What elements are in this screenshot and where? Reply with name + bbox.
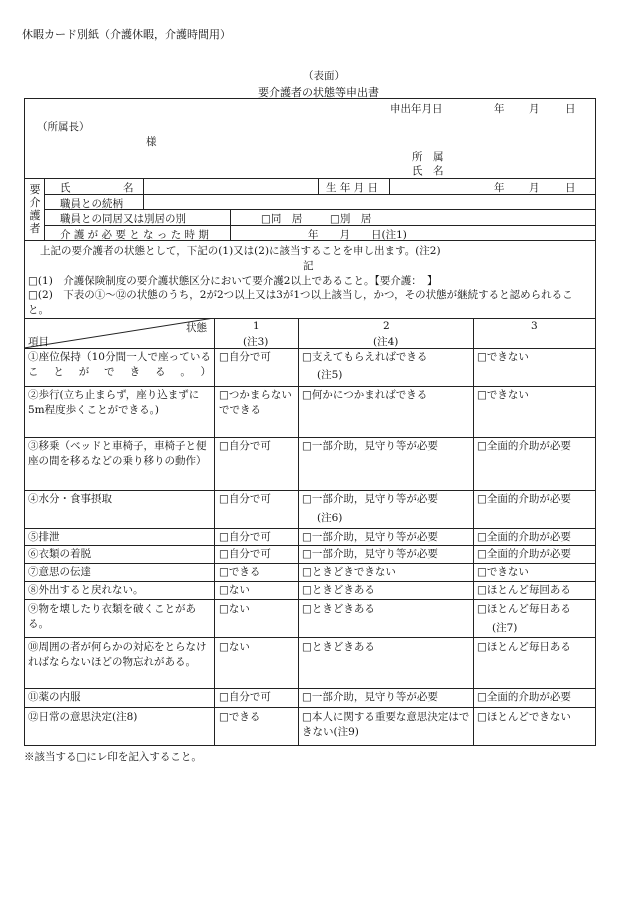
- option2-checkbox[interactable]: □ (2) 下表の①～⑫の状態のうち，2が2つ以上又は3が1つ以上該当し，かつ，その状態が継続すると認められること。: [28, 288, 590, 318]
- header-col1: 1: [253, 320, 260, 332]
- row-col1-checkbox[interactable]: □ 自分で可: [219, 530, 296, 545]
- recipient-honorific: 様: [146, 136, 157, 148]
- row-col1-checkbox[interactable]: □ ない: [219, 602, 296, 617]
- row-col3-checkbox[interactable]: □ 全面的介助が必要: [477, 547, 595, 562]
- living-checkbox-together[interactable]: □ 同 居: [261, 211, 302, 226]
- divider: [24, 637, 596, 638]
- row-col3-checkbox[interactable]: □ 全面的介助が必要: [477, 439, 595, 454]
- care-birth-month: 月: [529, 182, 540, 194]
- ki-label: 記: [303, 260, 314, 272]
- row-col2-note: (注6): [317, 512, 343, 524]
- row-col1-checkbox[interactable]: □ 自分で可: [219, 547, 296, 562]
- divider: [24, 563, 596, 564]
- row-item: ⑦意思の伝達: [28, 566, 91, 578]
- divider: [24, 528, 596, 529]
- row-col2-checkbox[interactable]: □ ときどきできない: [302, 565, 472, 580]
- row-col2-checkbox[interactable]: □ 一部介助，見守り等が必要: [302, 492, 472, 507]
- apply-date-label: 申出年月日: [390, 103, 443, 115]
- doc-header: 休暇カード別紙（介護休暇，介護時間用）: [22, 28, 231, 41]
- divider: [24, 688, 596, 689]
- care-person-group-label: [28, 183, 42, 235]
- row-item: ⑨物を壊したり衣類を破くことがある。: [28, 603, 196, 630]
- divider: [230, 209, 231, 240]
- row-col3-note: (注7): [492, 622, 518, 634]
- header-state: 状態: [186, 322, 207, 334]
- living-label: 職員との同居又は別居の別: [60, 213, 186, 225]
- group-label-char: 介: [29, 196, 41, 209]
- row-col3-checkbox[interactable]: □ できない: [477, 388, 595, 403]
- group-label-char: 要: [29, 183, 41, 196]
- divider: [473, 318, 474, 746]
- row-col2-checkbox[interactable]: □ 一部介助，見守り等が必要: [302, 530, 472, 545]
- declaration-text: 上記の要介護者の状態として，下記の(1)又は(2)に該当することを申し出ます。(注2): [40, 245, 441, 257]
- divider: [214, 318, 215, 746]
- row-item: ⑤排泄: [28, 531, 60, 543]
- row-col3-checkbox[interactable]: □ ほとんど毎日ある: [477, 602, 595, 617]
- apply-date-day: 日: [565, 103, 576, 115]
- apply-date-month: 月: [529, 103, 540, 115]
- row-item: ①座位保持（10分間一人で座っていることができる。）: [28, 351, 211, 378]
- group-label-char: 者: [29, 222, 41, 235]
- footer-note: ※該当する□にレ印を記入すること。: [24, 751, 202, 763]
- row-col2-checkbox[interactable]: □ 一部介助，見守り等が必要: [302, 690, 472, 705]
- row-col2-checkbox[interactable]: □ 一部介助，見守り等が必要: [302, 547, 472, 562]
- care-birth-label: 生 年 月 日: [326, 182, 379, 194]
- relation-label: 職員との続柄: [60, 198, 123, 210]
- row-col3-checkbox[interactable]: □ 全面的介助が必要: [477, 690, 595, 705]
- row-item: ⑩周囲の者が何らかの対応をとらなければならないほどの物忘れがある。: [28, 641, 207, 668]
- divider: [24, 707, 596, 708]
- care-name-label: 氏 名: [60, 182, 134, 194]
- row-col1-checkbox[interactable]: □ つかまらないでできる: [219, 388, 295, 418]
- divider: [44, 209, 596, 210]
- row-col1-checkbox[interactable]: □ できる: [219, 565, 296, 580]
- row-item: ⑧外出すると戻れない。: [28, 584, 144, 596]
- living-checkbox-separate[interactable]: □ 別 居: [330, 211, 371, 226]
- row-col1-checkbox[interactable]: □ ない: [219, 640, 296, 655]
- row-col2-checkbox[interactable]: □ ときどきある: [302, 583, 472, 598]
- row-col2-note: (注5): [317, 369, 343, 381]
- recipient-title: （所属長）: [37, 121, 90, 133]
- row-col1-checkbox[interactable]: □ 自分で可: [219, 492, 296, 507]
- row-col2-checkbox[interactable]: □ 一部介助，見守り等が必要: [302, 439, 472, 454]
- row-col1-checkbox[interactable]: □ 自分で可: [219, 439, 296, 454]
- divider: [24, 437, 596, 438]
- divider: [24, 545, 596, 546]
- row-col1-checkbox[interactable]: □ 自分で可: [219, 350, 296, 365]
- apply-date-year: 年: [494, 103, 505, 115]
- row-item: ⑥衣類の着脱: [28, 548, 91, 560]
- divider: [24, 599, 596, 600]
- divider: [24, 348, 596, 349]
- header-col3: 3: [531, 320, 538, 332]
- row-col3-checkbox[interactable]: □ 全面的介助が必要: [477, 492, 595, 507]
- row-col2-checkbox[interactable]: □ 本人に関する重要な意思決定はできない(注9): [302, 710, 470, 740]
- divider: [24, 490, 596, 491]
- row-col1-checkbox[interactable]: □ ない: [219, 583, 296, 598]
- affiliation-label: 所 属: [412, 151, 444, 163]
- row-col1-checkbox[interactable]: □ 自分で可: [219, 690, 296, 705]
- divider: [389, 178, 390, 194]
- divider: [143, 178, 144, 209]
- row-item: ⑫日常の意思決定(注8): [28, 711, 138, 723]
- page-title: 要介護者の状態等申出書: [258, 86, 379, 99]
- row-col1-checkbox[interactable]: □ できる: [219, 710, 296, 725]
- row-item: ②歩行(立ち止まらず，座り込まずに5m程度歩くことができる。): [28, 389, 200, 416]
- row-col3-checkbox[interactable]: □ 全面的介助が必要: [477, 530, 595, 545]
- row-col2-checkbox[interactable]: □ 支えてもらえればできる: [302, 350, 472, 365]
- divider: [318, 178, 319, 194]
- side-label: （表面）: [303, 70, 345, 82]
- row-col3-checkbox[interactable]: □ できない: [477, 565, 595, 580]
- row-col3-checkbox[interactable]: □ ほとんど毎日ある: [477, 640, 595, 655]
- row-col2-checkbox[interactable]: □ ときどきある: [302, 602, 472, 617]
- row-item: ④水分・食事摂取: [28, 493, 112, 505]
- applicant-name-label: 氏 名: [412, 165, 444, 177]
- row-item: ③移乗（ベッドと車椅子，車椅子と便座の間を移るなどの乗り移りの動作）: [28, 440, 207, 467]
- row-col2-checkbox[interactable]: □ 何かにつかまればできる: [302, 388, 472, 403]
- option1-checkbox[interactable]: □ (1) 介護保険制度の要介護状態区分において要介護2以上であること。【要介護： 】: [28, 273, 437, 288]
- header-item: 項目: [28, 336, 49, 348]
- row-col2-checkbox[interactable]: □ ときどきある: [302, 640, 472, 655]
- row-item: ⑪薬の内服: [28, 691, 81, 703]
- divider: [24, 581, 596, 582]
- header-col2-note: (注4): [373, 336, 399, 348]
- header-col1-note: (注3): [243, 336, 269, 348]
- divider: [24, 178, 596, 179]
- row-col3-checkbox[interactable]: □ できない: [477, 350, 595, 365]
- care-birth-day: 日: [565, 182, 576, 194]
- divider: [298, 318, 299, 746]
- care-birth-year: 年: [494, 182, 505, 194]
- row-col3-checkbox[interactable]: □ ほとんど毎回ある: [477, 583, 595, 598]
- header-col2: 2: [383, 320, 390, 332]
- care-start-label: 介 護 が 必 要 と な っ た 時 期: [60, 229, 209, 241]
- care-start-date: 年 月 日(注1): [308, 229, 407, 241]
- row-col3-checkbox[interactable]: □ ほとんどできない: [477, 710, 595, 725]
- divider: [24, 386, 596, 387]
- group-label-char: 護: [29, 209, 41, 222]
